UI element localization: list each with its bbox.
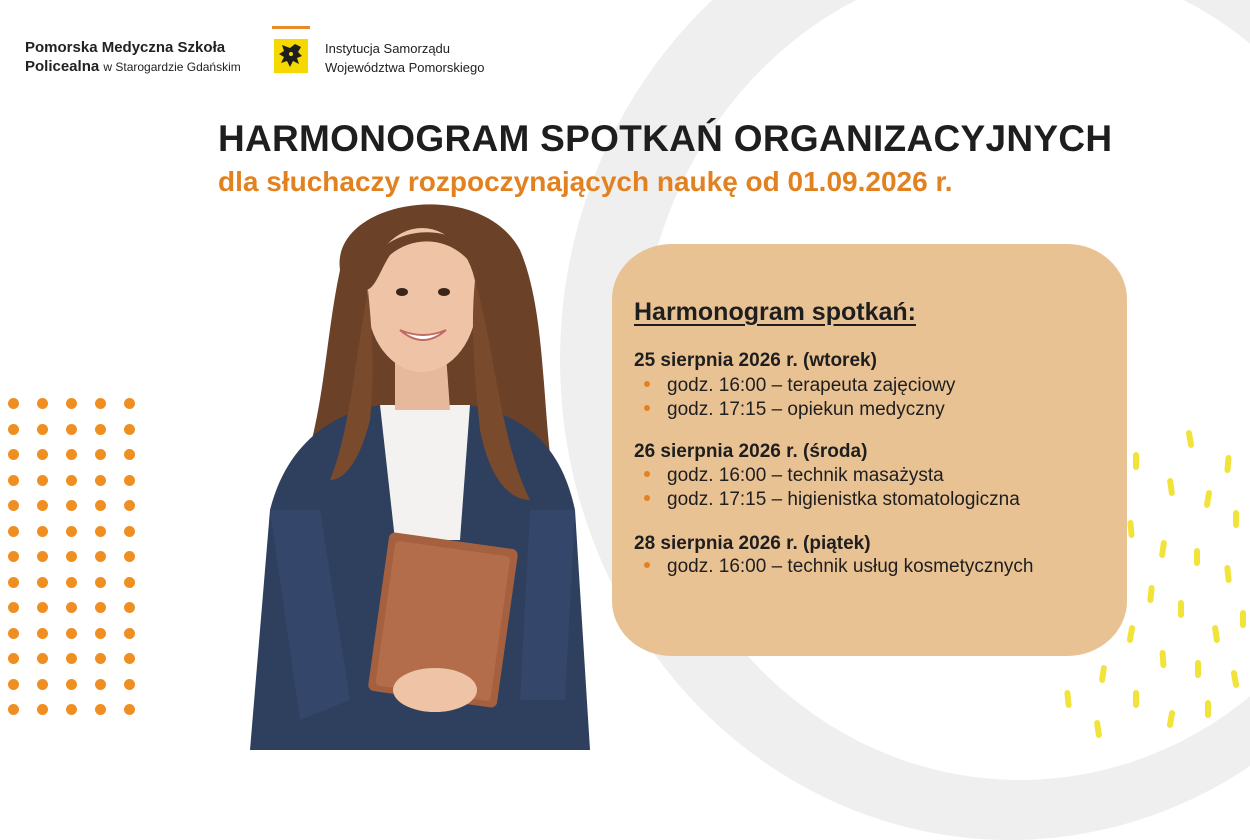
decorative-dot xyxy=(8,679,19,690)
decorative-dot xyxy=(8,602,19,613)
institution-line1: Instytucja Samorządu xyxy=(325,41,451,56)
decorative-dash xyxy=(1233,510,1239,528)
institution-line2: Województwa Pomorskiego xyxy=(325,60,485,75)
decorative-dot xyxy=(95,551,106,562)
decorative-dot xyxy=(8,475,19,486)
decorative-dot xyxy=(66,551,77,562)
decorative-dot xyxy=(8,398,19,409)
decorative-dash xyxy=(1194,548,1200,566)
bullet-icon xyxy=(644,562,650,568)
decorative-dot xyxy=(95,577,106,588)
page-subtitle: dla słuchaczy rozpoczynających naukę od 01.09.2026 r. xyxy=(218,166,953,197)
decorative-dot xyxy=(8,628,19,639)
decorative-dot xyxy=(124,551,135,562)
decorative-dot xyxy=(37,475,48,486)
decorative-dot xyxy=(8,704,19,715)
bullet-icon xyxy=(644,381,650,387)
decorative-dash xyxy=(1133,690,1139,708)
decorative-dash xyxy=(1133,452,1139,470)
pomeranian-griffin-crest-icon xyxy=(274,39,308,73)
decorative-dot xyxy=(37,653,48,664)
decorative-dot xyxy=(8,449,19,460)
student-photo xyxy=(230,180,610,750)
decorative-dot xyxy=(8,500,19,511)
decorative-dot xyxy=(95,449,106,460)
schedule-heading: Harmonogram spotkań: xyxy=(634,298,916,326)
decorative-dash xyxy=(1178,600,1184,618)
decorative-dot xyxy=(95,526,106,537)
decorative-dot xyxy=(37,398,48,409)
decorative-dash xyxy=(1159,650,1166,668)
bullet-icon xyxy=(644,405,650,411)
decorative-dot xyxy=(95,679,106,690)
decorative-dot xyxy=(37,526,48,537)
decorative-dot xyxy=(8,424,19,435)
decorative-dot xyxy=(37,628,48,639)
decorative-dot xyxy=(95,628,106,639)
decorative-dot xyxy=(124,475,135,486)
decorative-dot xyxy=(95,398,106,409)
decorative-dot xyxy=(37,500,48,511)
decorative-dot xyxy=(8,653,19,664)
decorative-dot xyxy=(124,577,135,588)
decorative-dot xyxy=(37,449,48,460)
decorative-dot xyxy=(66,602,77,613)
schedule-item: godz. 16:00 – technik masażysta xyxy=(644,465,944,487)
decorative-dot xyxy=(66,704,77,715)
school-name-line2-rest: w Starogardzie Gdańskim xyxy=(103,60,241,74)
schedule-item: godz. 16:00 – terapeuta zajęciowy xyxy=(644,375,955,397)
decorative-dot xyxy=(95,602,106,613)
decorative-dot xyxy=(37,551,48,562)
schedule-day-3: 28 sierpnia 2026 r. (piątek) xyxy=(634,533,871,554)
decorative-dot xyxy=(124,398,135,409)
decorative-dot xyxy=(37,679,48,690)
decorative-dash xyxy=(1205,700,1211,718)
schedule-day-1: 25 sierpnia 2026 r. (wtorek) xyxy=(634,350,877,371)
decorative-dot xyxy=(66,424,77,435)
decorative-dot xyxy=(37,704,48,715)
decorative-dot xyxy=(124,449,135,460)
decorative-dot xyxy=(66,526,77,537)
decorative-dot xyxy=(95,424,106,435)
decorative-dot xyxy=(124,526,135,537)
bullet-icon xyxy=(644,495,650,501)
decorative-dot xyxy=(66,398,77,409)
decorative-dot xyxy=(37,577,48,588)
institution-logo-text xyxy=(325,39,484,77)
decorative-dot xyxy=(124,653,135,664)
bullet-icon xyxy=(644,471,650,477)
decorative-dot xyxy=(124,500,135,511)
school-name-line2-bold: Policealna xyxy=(25,58,100,75)
decorative-dot xyxy=(66,628,77,639)
decorative-dot xyxy=(95,500,106,511)
page-title: HARMONOGRAM SPOTKAŃ ORGANIZACYJNYCH xyxy=(218,118,1113,159)
decorative-dot xyxy=(37,424,48,435)
decorative-dot xyxy=(8,526,19,537)
decorative-dash xyxy=(1240,610,1246,628)
decorative-dot xyxy=(66,449,77,460)
decorative-dash xyxy=(1195,660,1201,678)
decorative-dot xyxy=(95,475,106,486)
decorative-dot xyxy=(95,653,106,664)
schedule-item: godz. 16:00 – technik usług kosmetycznych xyxy=(644,556,1033,578)
decorative-dot xyxy=(8,551,19,562)
decorative-dot xyxy=(124,602,135,613)
school-logo-text xyxy=(25,38,241,77)
schedule-day-2: 26 sierpnia 2026 r. (środa) xyxy=(634,441,868,462)
decorative-dot xyxy=(124,628,135,639)
decorative-dot xyxy=(8,577,19,588)
schedule-item: godz. 17:15 – opiekun medyczny xyxy=(644,399,945,421)
school-name-line1: Pomorska Medyczna Szkoła xyxy=(25,39,226,56)
decorative-dot xyxy=(95,704,106,715)
decorative-dot xyxy=(124,424,135,435)
decorative-dot xyxy=(66,500,77,511)
decorative-dot xyxy=(66,679,77,690)
logo-divider-bar xyxy=(272,26,310,29)
decorative-dot xyxy=(66,653,77,664)
decorative-dot xyxy=(124,679,135,690)
schedule-item: godz. 17:15 – higienistka stomatologiczna xyxy=(644,489,1020,511)
decorative-dot xyxy=(66,475,77,486)
decorative-dot xyxy=(124,704,135,715)
decorative-dot xyxy=(66,577,77,588)
decorative-dot xyxy=(37,602,48,613)
